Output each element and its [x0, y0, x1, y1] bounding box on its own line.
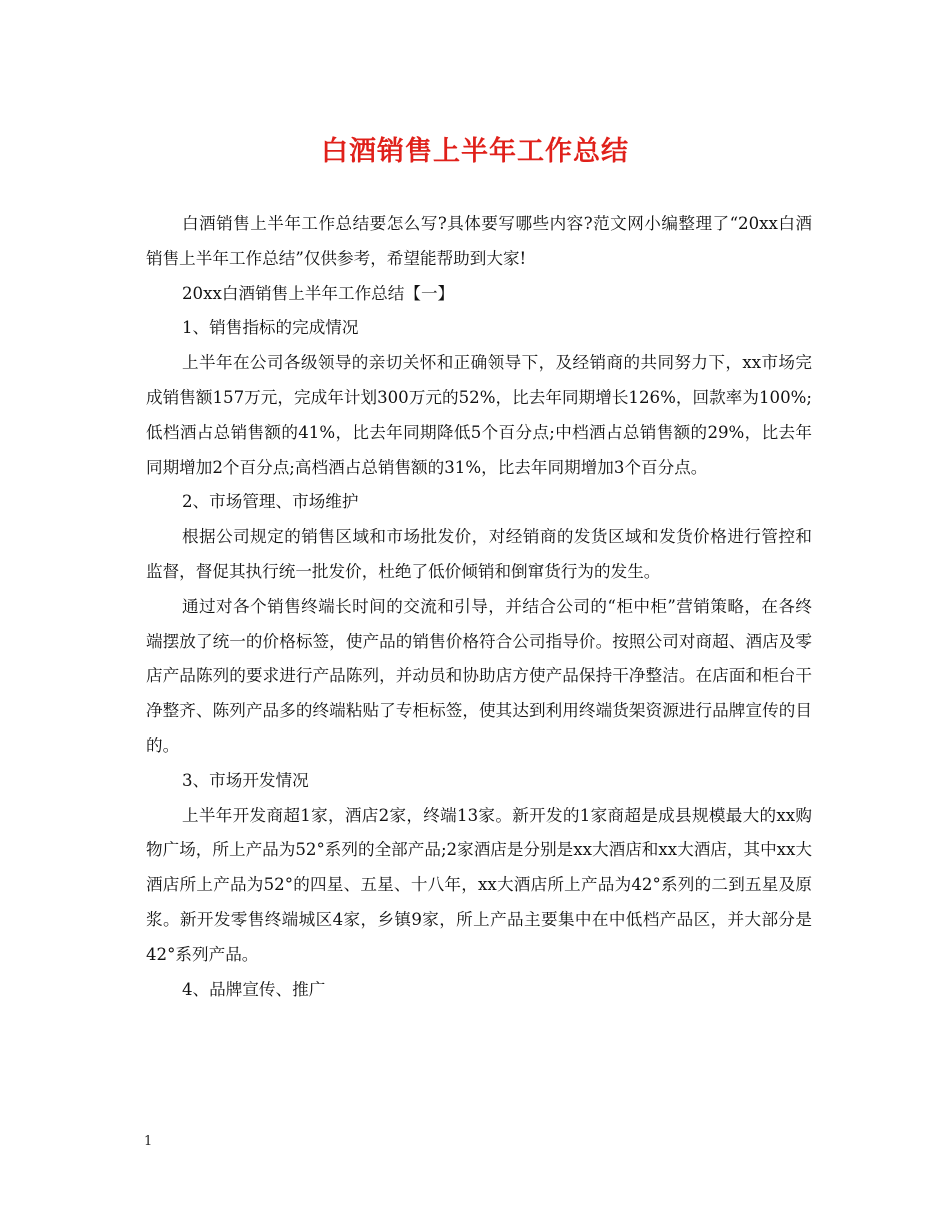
heading-market-management: 2、市场管理、市场维护	[182, 492, 359, 512]
section-title: 20xx白酒销售上半年工作总结【一】	[182, 283, 455, 303]
document-body	[146, 207, 812, 1007]
heading-sales-targets: 1、销售指标的完成情况	[182, 318, 359, 338]
heading-market-development: 3、市场开发情况	[182, 770, 309, 790]
heading-brand-promotion: 4、品牌宣传、推广	[182, 979, 326, 999]
intro-paragraph: 白酒销售上半年工作总结要怎么写?具体要写哪些内容?范文网小编整理了“20xx白酒销售上半年工作总结”仅供参考，希望能帮助到大家!	[146, 214, 812, 268]
document-title: 白酒销售上半年工作总结	[321, 136, 629, 167]
paragraph-market-management: 根据公司规定的销售区域和市场批发价，对经销商的发货区域和发货价格进行管控和监督，督促其执行统一批发价，杜绝了低价倾销和倒窜货行为的发生。	[146, 527, 812, 581]
page-number: 1	[144, 1134, 153, 1149]
paragraph-sales-targets: 上半年在公司各级领导的亲切关怀和正确领导下，及经销商的共同努力下，xx市场完成销售额157万元，完成年计划300万元的52%，比去年同期增长126%，回款率为100%;低档酒占总销售额的41%，比去年同期降低5个百分点;中档酒占总销售额的29%，比去年同期增加2个百分点;高档酒占总销售额的31%，比去年同期增加3个百分点。	[146, 353, 812, 477]
paragraph-market-development: 上半年开发商超1家，酒店2家，终端13家。新开发的1家商超是成县规模最大的xx购物广场，所上产品为52°系列的全部产品;2家酒店是分别是xx大酒店和xx大酒店，其中xx大酒店所上产品为52°的四星、五星、十八年，xx大酒店所上产品为42°系列的二到五星及原浆。新开发零售终端城区4家，乡镇9家，所上产品主要集中在中低档产品区，并大部分是42°系列产品。	[146, 805, 812, 964]
paragraph-terminal-display: 通过对各个销售终端长时间的交流和引导，并结合公司的“柜中柜”营销策略，在各终端摆放了统一的价格标签，使产品的销售价格符合公司指导价。按照公司对商超、酒店及零店产品陈列的要求进行产品陈列，并动员和协助店方使产品保持干净整洁。在店面和柜台干净整齐、陈列产品多的终端粘贴了专柜标签，使其达到利用终端货架资源进行品牌宣传的目的。	[146, 596, 812, 755]
